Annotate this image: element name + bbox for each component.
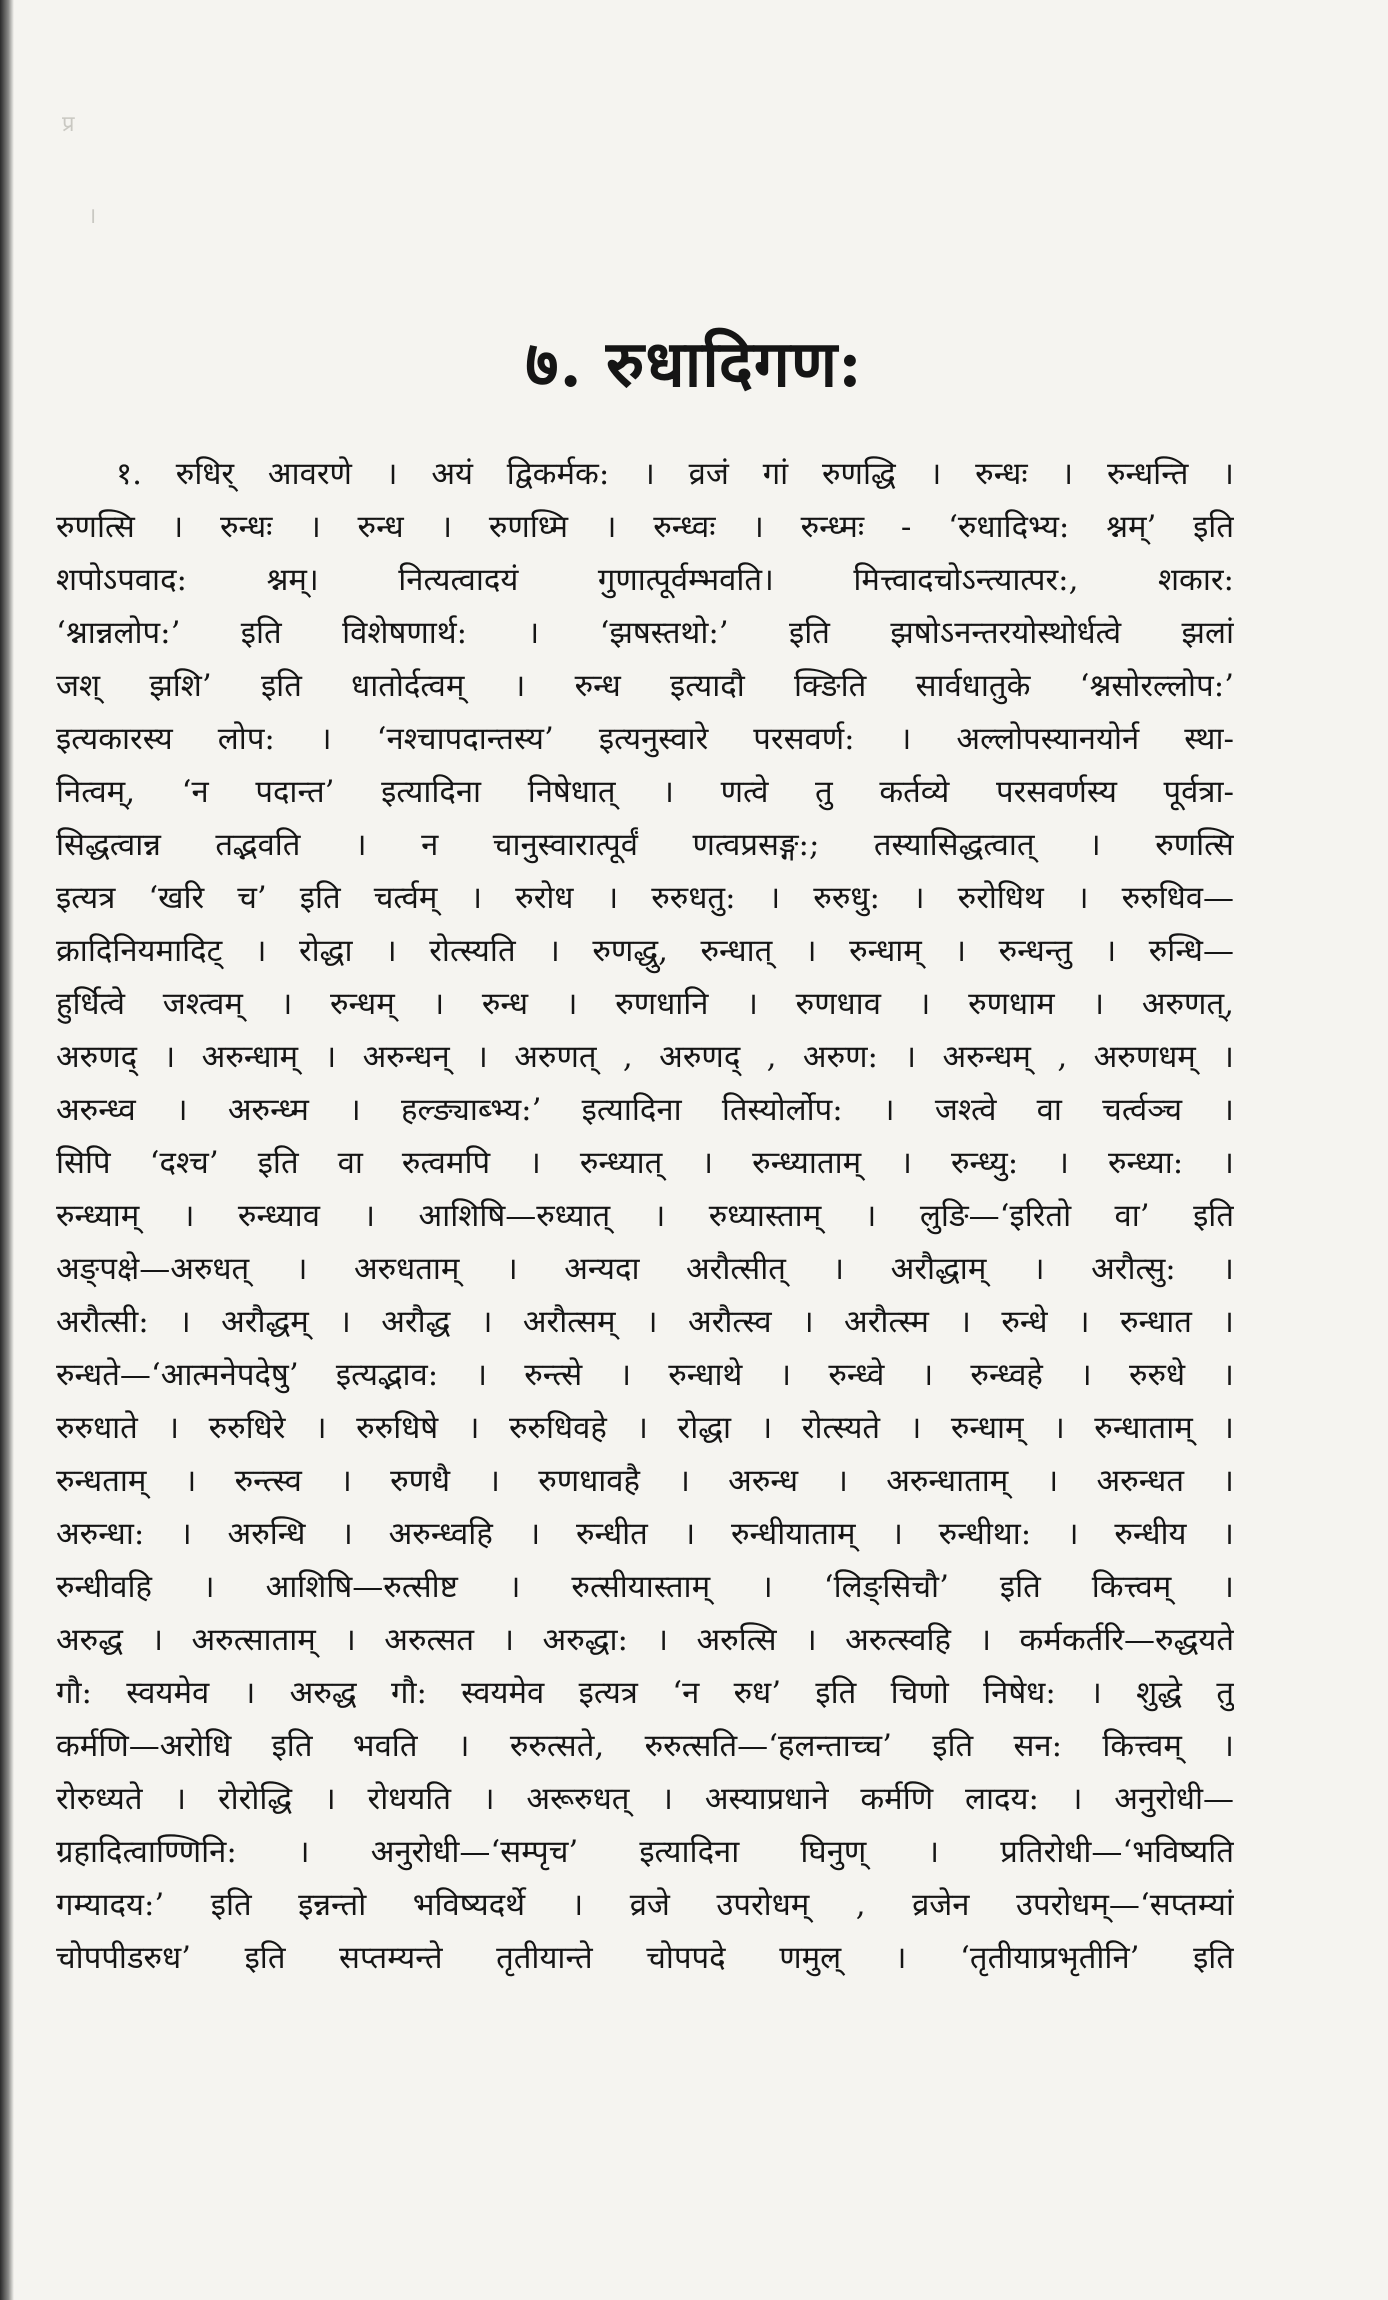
faint-bleedthrough-mark: प्र: [62, 112, 75, 137]
text-line: रुणत्सि । रुन्धः । रुन्ध । रुणध्मि । रुन्ध्वः । रुन्ध्मः - ‘रुधादिभ्य: श्नम्’ इति: [56, 509, 1234, 545]
faint-bleedthrough-mark: ।: [88, 204, 97, 229]
text-line: गम्यादय:’ इति इन्नन्तो भविष्यदर्थे । व्रजे उपरोधम् , व्रजेन उपरोधम्—‘सप्तम्यां: [56, 1887, 1234, 1923]
text-line: अरुन्ध्व । अरुन्ध्म । हल्ङ्याब्भ्य:’ इत्यादिना तिस्योर्लोप: । जश्त्वे वा चर्त्वञ्च ।: [56, 1092, 1234, 1128]
text-line: इत्यकारस्य लोप: । ‘नश्चापदान्तस्य’ इत्यनुस्वारे परसवर्ण: । अल्लोपस्यानयोर्न स्था-: [56, 721, 1234, 757]
text-line: इत्यत्र ‘खरि च’ इति चर्त्वम् । रुरोध । रुरुधतु: । रुरुधु: । रुरोधिथ । रुरुधिव—: [56, 880, 1234, 916]
text-line: जश् झशि’ इति धातोर्दत्वम् । रुन्ध इत्यादौ क्ङिति सार्वधातुके ‘श्नसोरल्लोप:’: [56, 668, 1234, 704]
text-line: अरुन्धा: । अरुन्धि । अरुन्ध्वहि । रुन्धीत । रुन्धीयाताम् । रुन्धीथा: । रुन्धीय ।: [56, 1516, 1234, 1552]
text-line: अरौत्सी: । अरौद्धम् । अरौद्ध । अरौत्सम् । अरौत्स्व । अरौत्स्म । रुन्धे । रुन्धात ।: [56, 1304, 1234, 1340]
text-line: हुर्धित्वे जश्त्वम् । रुन्धम् । रुन्ध । रुणधानि । रुणधाव । रुणधाम । अरुणत्,: [56, 986, 1234, 1022]
text-line: रोरुध्यते । रोरोद्धि । रोधयति । अरूरुधत् । अस्याप्रधाने कर्मणि लादय: । अनुरोधी—: [56, 1781, 1234, 1817]
chapter-title: ७. रुधादिगण:: [525, 327, 863, 402]
text-line: ‘श्नान्नलोप:’ इति विशेषणार्थ: । ‘झषस्तथो:’ इति झषोऽनन्तरयोस्थोर्धत्वे झलां: [56, 615, 1234, 651]
text-line: रुन्धते—‘आत्मनेपदेषु’ इत्यद्भाव: । रुन्त्से । रुन्धाथे । रुन्ध्वे । रुन्ध्वहे । रुरुधे ।: [56, 1357, 1234, 1393]
text-line: अरुणद् । अरुन्धाम् । अरुन्धन् । अरुणत् , अरुणद् , अरुण: । अरुन्धम् , अरुणधम् ।: [56, 1039, 1234, 1075]
text-line: चोपपीडरुध’ इति सप्तम्यन्ते तृतीयान्ते चोपपदे णमुल् । ‘तृतीयाप्रभृतीनि’ इति: [56, 1940, 1234, 1976]
text-line: रुन्धीवहि । आशिषि—रुत्सीष्ट । रुत्सीयास्ताम् । ‘लिङ्सिचौ’ इति कित्त्वम् ।: [56, 1569, 1234, 1605]
body-text: [56, 448, 1234, 1985]
text-line: ग्रहादित्वाण्णिनि: । अनुरोधी—‘सम्पृच’ इत्यादिना घिनुण् । प्रतिरोधी—‘भविष्यति: [56, 1834, 1234, 1870]
text-line: कर्मणि—अरोधि इति भवति । रुरुत्सते, रुरुत्सति—‘हलन्ताच्च’ इति सन: कित्त्वम् ।: [56, 1728, 1234, 1764]
text-line: रुन्धताम् । रुन्त्स्व । रुणधै । रुणधावहै । अरुन्ध । अरुन्धाताम् । अरुन्धत ।: [56, 1463, 1234, 1499]
text-line: नित्वम्, ‘न पदान्त’ इत्यादिना निषेधात् । णत्वे तु कर्तव्ये परसवर्णस्य पूर्वत्रा-: [56, 774, 1234, 810]
text-line: गौ: स्वयमेव । अरुद्ध गौ: स्वयमेव इत्यत्र ‘न रुध’ इति चिणो निषेध: । शुद्धे तु: [56, 1675, 1234, 1711]
text-line: सिद्धत्वान्न तद्भवति । न चानुस्वारात्पूर्वं णत्वप्रसङ्ग:; तस्यासिद्धत्वात् । रुणत्सि: [56, 827, 1234, 863]
text-line: १. रुधिर् आवरणे । अयं द्विकर्मक: । व्रजं गां रुणद्धि । रुन्धः । रुन्धन्ति ।: [116, 456, 1234, 492]
text-line: सिपि ‘दश्च’ इति वा रुत्वमपि । रुन्ध्यात् । रुन्ध्याताम् । रुन्ध्यु: । रुन्ध्या: ।: [56, 1145, 1234, 1181]
text-line: अरुद्ध । अरुत्साताम् । अरुत्सत । अरुद्धा: । अरुत्सि । अरुत्स्वहि । कर्मकर्तरि—रुद्धयते: [56, 1622, 1234, 1658]
text-line: रुरुधाते । रुरुधिरे । रुरुधिषे । रुरुधिवहे । रोद्धा । रोत्स्यते । रुन्धाम् । रुन्धाताम् ।: [56, 1410, 1234, 1446]
text-line: शपोऽपवाद: श्नम्। नित्यत्वादयं गुणात्पूर्वम्भवति। मित्त्वादचोऽन्त्यात्पर:, शकार:: [56, 562, 1234, 598]
text-line: क्रादिनियमादिट् । रोद्धा । रोत्स्यति । रुणद्धु, रुन्धात् । रुन्धाम् । रुन्धन्तु । रुन्धि—: [56, 933, 1234, 969]
text-line: अङ्पक्षे—अरुधत् । अरुधताम् । अन्यदा अरौत्सीत् । अरौद्धाम् । अरौत्सु: ।: [56, 1251, 1234, 1287]
text-line: रुन्ध्याम् । रुन्ध्याव । आशिषि—रुध्यात् । रुध्यास्ताम् । लुङि—‘इरितो वा’ इति: [56, 1198, 1234, 1234]
